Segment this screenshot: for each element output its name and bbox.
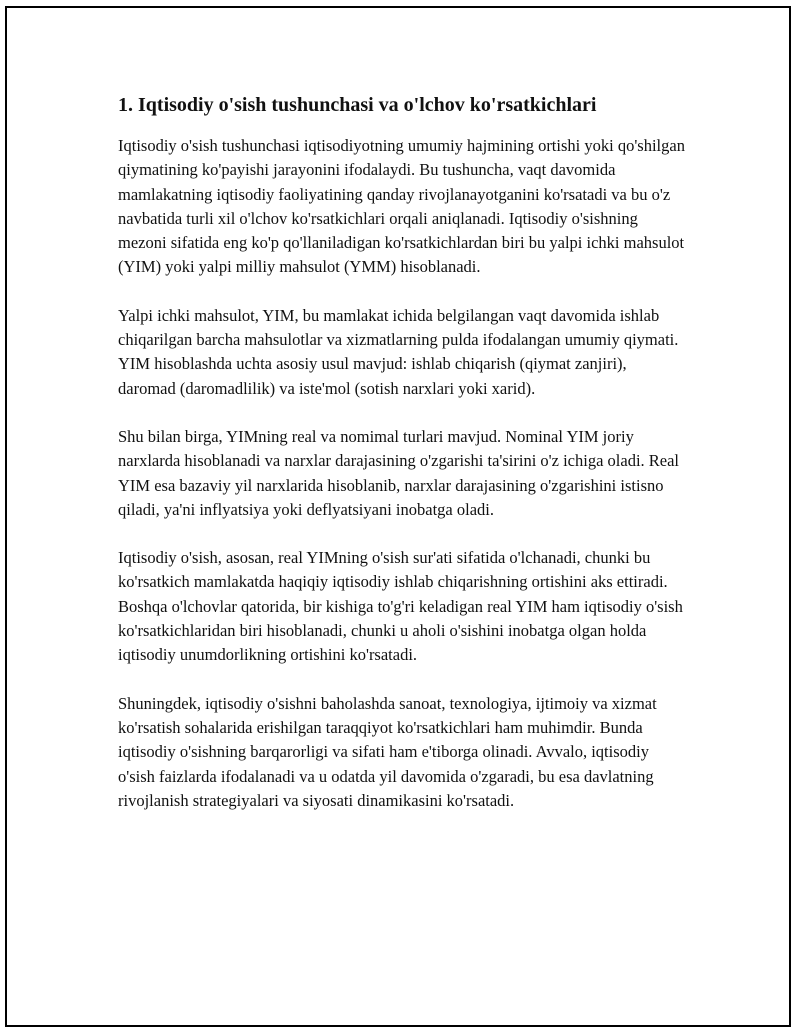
paragraph-3: Shu bilan birga, YIMning real va nomimal turlari mavjud. Nominal YIM joriy narxlarda hisoblanadi va narxlar darajasining o'zgarishi ta'sirini o'z ichiga oladi. Real YIM esa bazaviy yil narxlarida hisoblanib, narxlar darajasining o'zgarishini istisno qiladi, ya'ni inflyatsiya yoki deflyatsiyani inobatga oladi. [118, 426, 680, 519]
paragraph-1: Iqtisodiy o'sish tushunchasi iqtisodiyotning umumiy hajmining ortishi yoki qo'shilgan qiymatining ko'payishi jarayonini ifodalaydi. Bu tushuncha, vaqt davomida mamlakatning iqtisodiy faoliyatining qanday rivojlanayotganini ko'rsatadi va bu o'z navbatida turli xil o'lchov ko'rsatkichlari orqali aniqlanadi. Iqtisodiy o'sishning mezoni sifatida eng ko'p qo'llaniladigan ko'rsatkichlardan biri bu yalpi ichki mahsulot (YIM) yoki yalpi milliy mahsulot (YMM) hisoblanadi. [118, 136, 685, 277]
paragraph-2: Yalpi ichki mahsulot, YIM, bu mamlakat ichida belgilangan vaqt davomida ishlab chiqarilgan barcha mahsulotlar va xizmatlarning pulda ifodalangan umumiy qiymati. YIM hisoblashda uchta asosiy usul mavjud: ishlab chiqarish (qiymat zanjiri), daromad (daromadlilik) va iste'mol (sotish narxlari yoki xarid). [118, 305, 679, 398]
paragraph-5: Shuningdek, iqtisodiy o'sishni baholashda sanoat, texnologiya, ijtimoiy va xizmat ko'rsatish sohalarida erishilgan taraqqiyot ko'rsatkichlari ham muhimdir. Bunda iqtisodiy o'sishning barqarorligi va sifati ham e'tiborga olinadi. Avvalo, iqtisodiy o'sish faizlarda ifodalanadi va u odatda yil davomida o'zgaradi, bu esa davlatning rivojlanish strategiyalari va siyosati dinamikasini ko'rsatadi. [118, 693, 657, 810]
section-heading: 1. Iqtisodiy o'sish tushunchasi va o'lchov ko'rsatkichlari [118, 94, 597, 116]
paragraph-4: Iqtisodiy o'sish, asosan, real YIMning o'sish sur'ati sifatida o'lchanadi, chunki bu ko'rsatkich mamlakatda haqiqiy iqtisodiy ishlab chiqarishning ortishini aks ettiradi. Boshqa o'lchovlar qatorida, bir kishiga to'g'ri keladigan real YIM ham iqtisodiy o'sish ko'rsatkichlaridan biri hisoblanadi, chunki u aholi o'sishini inobatga olgan holda iqtisodiy unumdorlikning ortishini ko'rsatadi. [118, 548, 683, 665]
document-body [118, 90, 688, 837]
